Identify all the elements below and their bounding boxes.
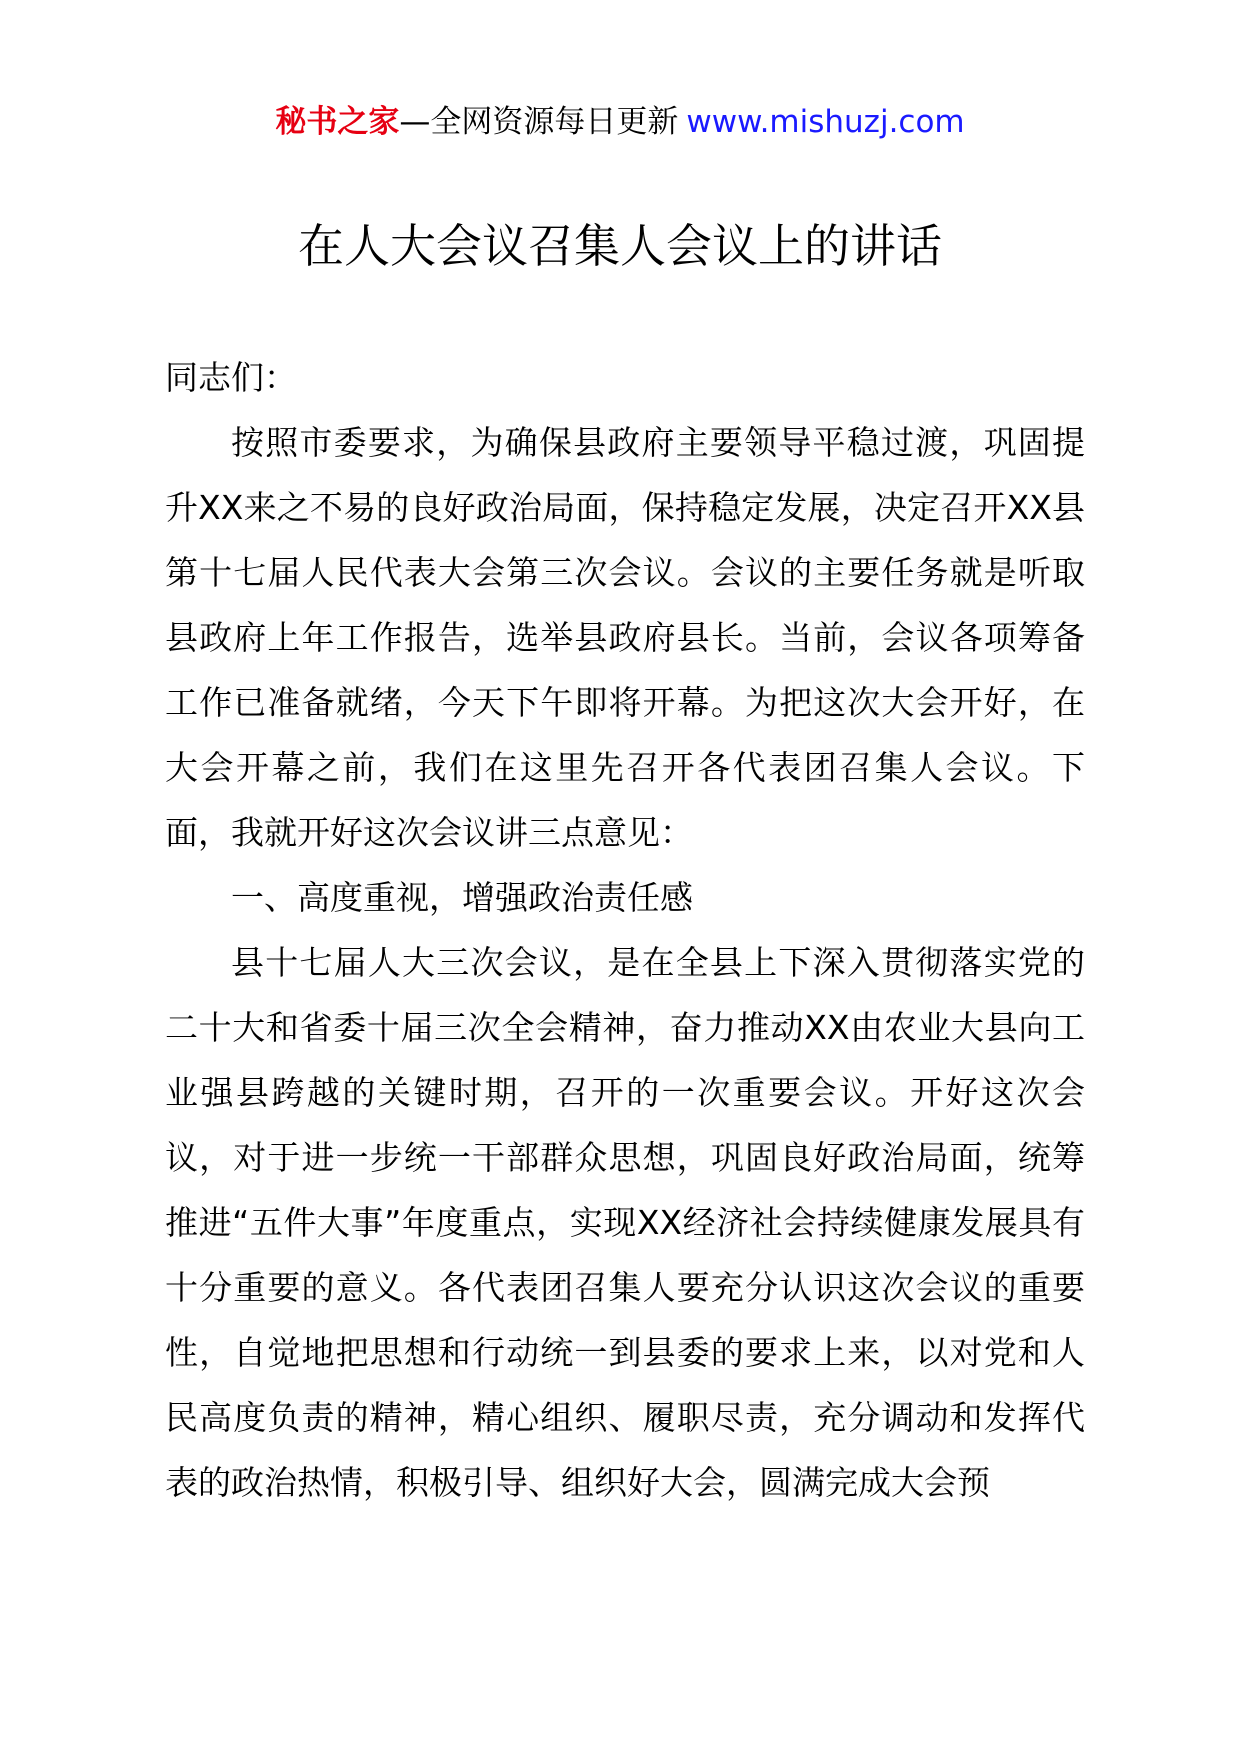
site-url-link[interactable]: www.mishuzj.com <box>686 104 965 140</box>
paragraph-section-1: 县十七届人大三次会议，是在全县上下深入贯彻落实党的二十大和省委十届三次全会精神，奋力推动XX由农业大县向工业强县跨越的关键时期，召开的一次重要会议。开好这次会议，对于进一步统一干部群众思想，巩固良好政治局面，统筹推进“五件大事”年度重点，实现XX经济社会持续健康发展具有十分重要的意义。各代表团召集人要充分认识这次会议的重要性，自觉地把思想和行动统一到县委的要求上来，以对党和人民高度负责的精神，精心组织、履职尽责，充分调动和发挥代表的政治热情，积极引导、组织好大会，圆满完成大会预 <box>165 943 1085 1502</box>
paragraph-intro: 按照市委要求，为确保县政府主要领导平稳过渡，巩固提升XX来之不易的良好政治局面，保持稳定发展，决定召开XX县第十七届人民代表大会第三次会议。会议的主要任务就是听取县政府上年工作报告，选举县政府县长。当前，会议各项筹备工作已准备就绪，今天下午即将开幕。为把这次大会开好，在大会开幕之前，我们在这里先召开各代表团召集人会议。下面，我就开好这次会议讲三点意见： <box>165 423 1085 852</box>
site-tagline: —全网资源每日更新 <box>399 104 679 140</box>
section-heading-1: 一、高度重视，增强政治责任感 <box>231 878 693 917</box>
document-body <box>165 345 1085 1515</box>
site-brand: 秘书之家 <box>275 104 400 140</box>
document-title: 在人大会议召集人会议上的讲话 <box>298 219 942 273</box>
salutation: 同志们： <box>165 358 297 397</box>
site-banner <box>0 100 1240 144</box>
